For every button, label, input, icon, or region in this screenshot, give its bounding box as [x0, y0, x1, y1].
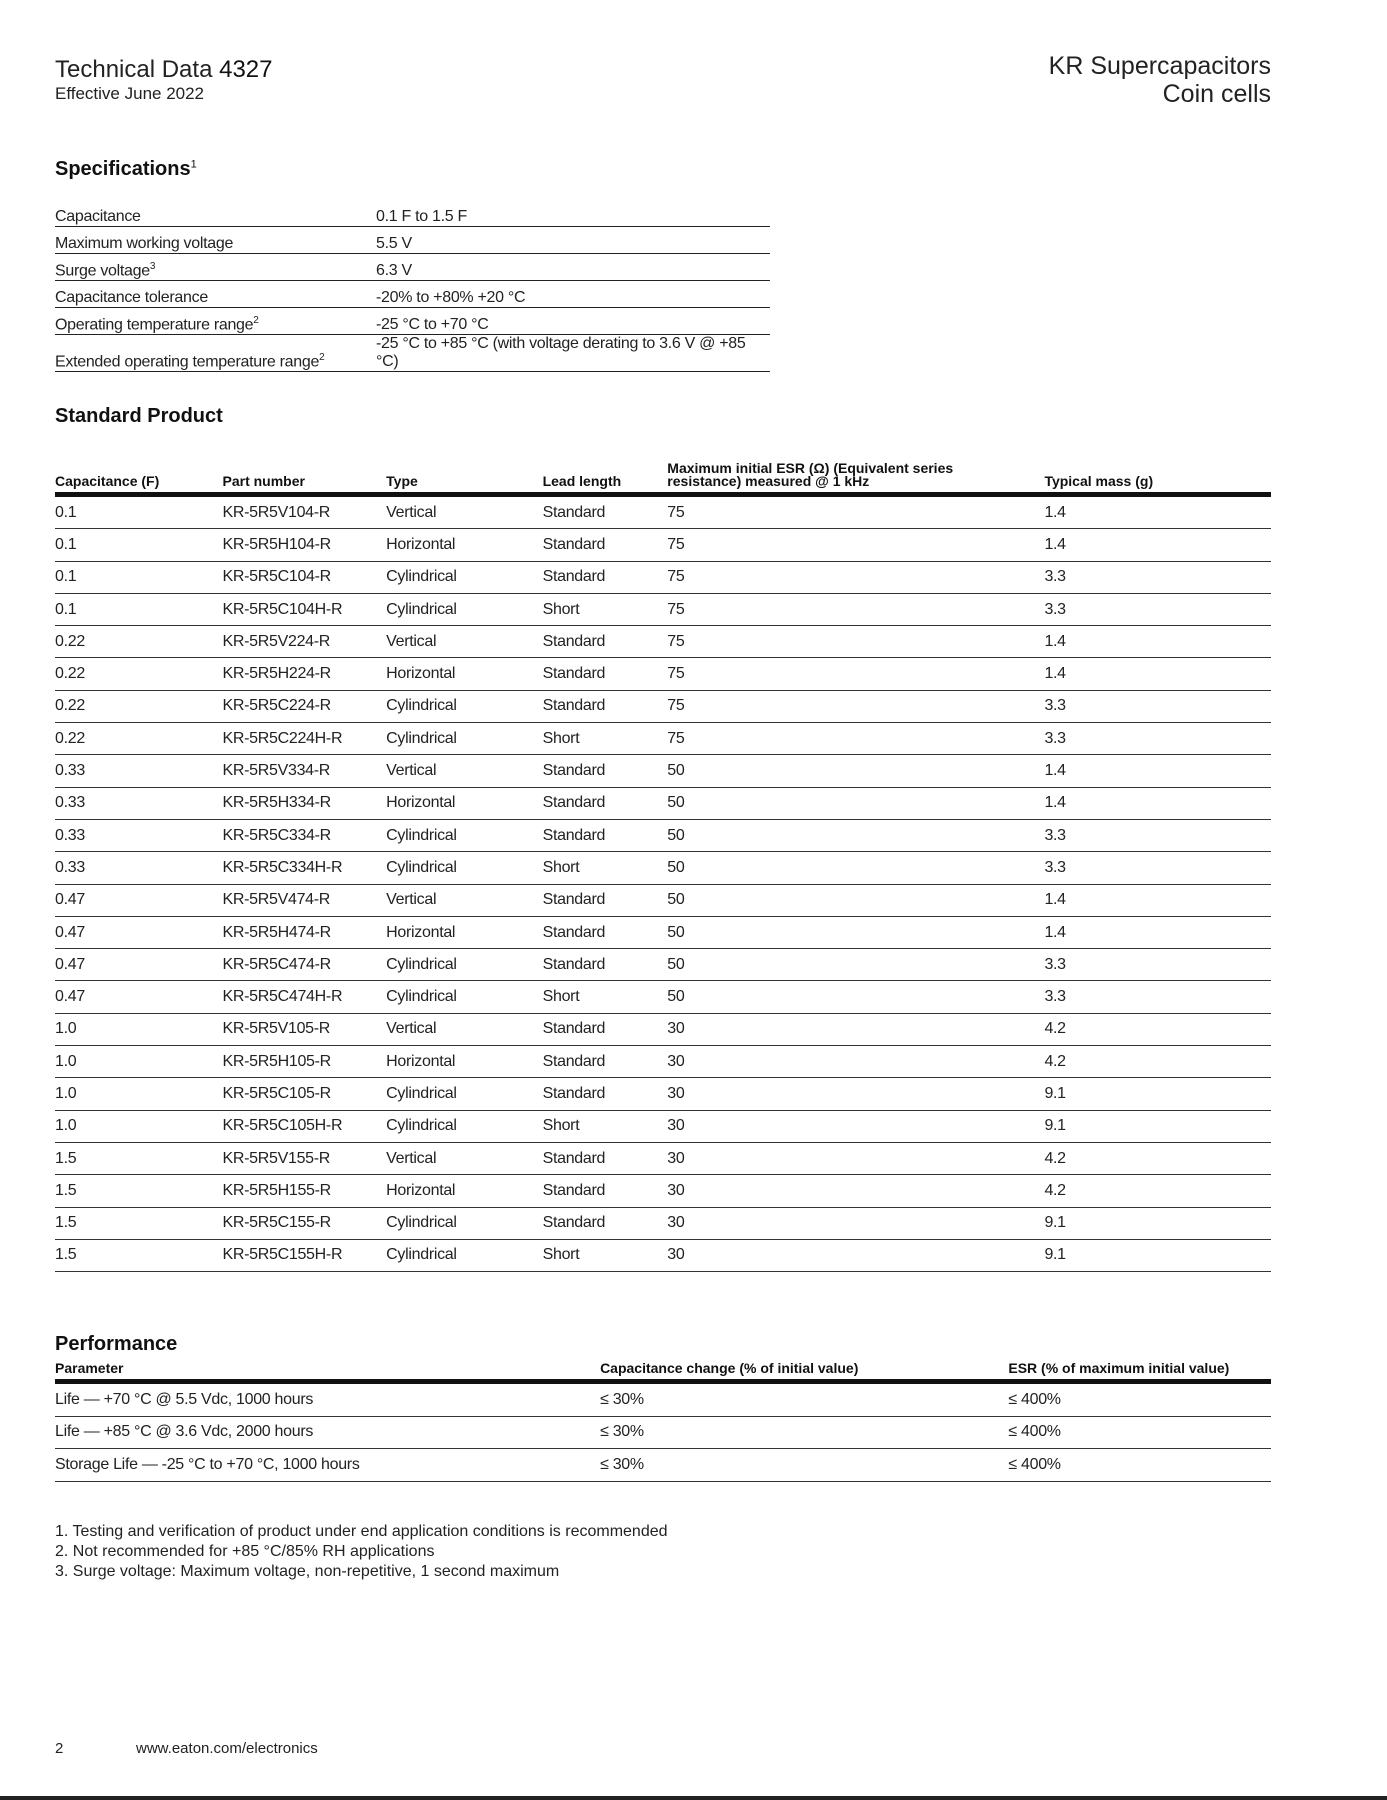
standard-product-heading: Standard Product — [55, 405, 223, 427]
specifications-heading — [55, 158, 197, 181]
mass-cell: 9.1 — [1044, 1239, 1271, 1271]
lead-length-cell: Short — [543, 593, 668, 625]
esr-cell: 30 — [667, 1110, 1044, 1142]
type-cell: Cylindrical — [386, 852, 542, 884]
spec-value: 5.5 V — [376, 227, 770, 254]
footnote-2: 2. Not recommended for +85 °C/85% RH applications — [55, 1543, 435, 1560]
table-row — [55, 981, 1271, 1013]
spec-value: -20% to +80% +20 °C — [376, 281, 770, 308]
type-cell: Horizontal — [386, 529, 542, 561]
type-cell: Horizontal — [386, 1175, 542, 1207]
mass-cell: 1.4 — [1044, 495, 1271, 529]
capacitance-cell: 0.1 — [55, 593, 223, 625]
table-row — [55, 1239, 1271, 1271]
spec-row — [55, 227, 770, 254]
document-title-prefix: Technical Data — [55, 56, 213, 83]
spec-label: Extended operating temperature range — [55, 353, 320, 370]
bottom-rule — [0, 1796, 1387, 1800]
mass-cell: 9.1 — [1044, 1207, 1271, 1239]
capacitance-cell: 1.0 — [55, 1078, 223, 1110]
type-cell: Horizontal — [386, 916, 542, 948]
column-header-lead-length: Lead length — [543, 462, 668, 495]
capacitance-cell: 0.33 — [55, 787, 223, 819]
performance-table — [55, 1362, 1271, 1482]
type-cell: Cylindrical — [386, 1207, 542, 1239]
spec-label-cell — [55, 281, 376, 308]
capacitance-cell: 0.1 — [55, 561, 223, 593]
lead-length-cell: Short — [543, 852, 668, 884]
part-number-cell: KR-5R5V155-R — [223, 1142, 387, 1174]
table-row — [55, 626, 1271, 658]
capacitance-cell: 0.33 — [55, 755, 223, 787]
spec-label-cell — [55, 335, 376, 372]
mass-cell: 1.4 — [1044, 787, 1271, 819]
column-header-parameter: Parameter — [55, 1362, 600, 1382]
spec-label: Surge voltage — [55, 262, 150, 279]
column-header-part-number: Part number — [223, 462, 387, 495]
esr-cell: 50 — [667, 949, 1044, 981]
table-row — [55, 1046, 1271, 1078]
lead-length-cell: Standard — [543, 658, 668, 690]
capacitance-cell: 1.0 — [55, 1013, 223, 1045]
mass-cell: 3.3 — [1044, 561, 1271, 593]
table-row — [55, 884, 1271, 916]
column-header-esr: Maximum initial ESR (Ω) (Equivalent series resistance) measured @ 1 kHz — [667, 462, 1044, 495]
spec-label-cell — [55, 200, 376, 227]
capacitance-cell: 1.5 — [55, 1142, 223, 1174]
part-number-cell: KR-5R5C224-R — [223, 690, 387, 722]
document-header — [55, 56, 272, 104]
table-row — [55, 1013, 1271, 1045]
type-cell: Cylindrical — [386, 819, 542, 851]
document-number: 4327 — [219, 56, 273, 83]
column-header-capacitance-change: Capacitance change (% of initial value) — [600, 1362, 1008, 1382]
table-row — [55, 529, 1271, 561]
esr-cell: 30 — [667, 1013, 1044, 1045]
lead-length-cell: Standard — [543, 690, 668, 722]
type-cell: Cylindrical — [386, 561, 542, 593]
mass-cell: 1.4 — [1044, 529, 1271, 561]
page-number: 2 — [55, 1740, 64, 1757]
mass-cell: 1.4 — [1044, 626, 1271, 658]
part-number-cell: KR-5R5C474H-R — [223, 981, 387, 1013]
spec-value: -25 °C to +85 °C (with voltage derating to 3.6 V @ +85 °C) — [376, 335, 770, 372]
capacitance-cell: 1.0 — [55, 1046, 223, 1078]
website-link[interactable]: www.eaton.com/electronics — [136, 1740, 318, 1757]
effective-date: Effective June 2022 — [55, 84, 205, 103]
spec-footnote-ref: 3 — [149, 260, 156, 272]
table-row — [55, 1078, 1271, 1110]
mass-cell: 3.3 — [1044, 819, 1271, 851]
lead-length-cell: Standard — [543, 755, 668, 787]
table-row — [55, 852, 1271, 884]
column-header-typical-mass: Typical mass (g) — [1044, 462, 1271, 495]
part-number-cell: KR-5R5V104-R — [223, 495, 387, 529]
spec-footnote-ref: 2 — [319, 351, 325, 363]
lead-length-cell: Standard — [543, 561, 668, 593]
table-header-row — [55, 1362, 1271, 1382]
table-header-row — [55, 462, 1271, 495]
table-row — [55, 495, 1271, 529]
document-title — [55, 56, 272, 84]
lead-length-cell: Standard — [543, 949, 668, 981]
specifications-table — [55, 200, 770, 372]
parameter-cell: Life — +70 °C @ 5.5 Vdc, 1000 hours — [55, 1382, 600, 1417]
lead-length-cell: Short — [543, 723, 668, 755]
capacitance-cell: 0.22 — [55, 626, 223, 658]
capacitance-cell: 0.47 — [55, 949, 223, 981]
table-row — [55, 1382, 1271, 1417]
type-cell: Horizontal — [386, 658, 542, 690]
table-row — [55, 1110, 1271, 1142]
part-number-cell: KR-5R5H104-R — [223, 529, 387, 561]
table-row — [55, 690, 1271, 722]
table-row — [55, 1449, 1271, 1482]
mass-cell: 3.3 — [1044, 981, 1271, 1013]
type-cell: Cylindrical — [386, 723, 542, 755]
product-subtitle: Coin cells — [1162, 80, 1271, 108]
type-cell: Cylindrical — [386, 981, 542, 1013]
lead-length-cell: Standard — [543, 916, 668, 948]
esr-cell: 50 — [667, 819, 1044, 851]
type-cell: Horizontal — [386, 787, 542, 819]
capacitance-cell: 0.47 — [55, 884, 223, 916]
specifications-heading-footnote: 1 — [190, 158, 197, 171]
capacitance-cell: 1.5 — [55, 1239, 223, 1271]
mass-cell: 1.4 — [1044, 916, 1271, 948]
spec-label-cell — [55, 308, 376, 335]
capacitance-change-cell: ≤ 30% — [600, 1449, 1008, 1482]
capacitance-cell: 0.47 — [55, 981, 223, 1013]
table-row — [55, 1416, 1271, 1449]
part-number-cell: KR-5R5C155H-R — [223, 1239, 387, 1271]
mass-cell: 4.2 — [1044, 1046, 1271, 1078]
column-header-capacitance: Capacitance (F) — [55, 462, 223, 495]
part-number-cell: KR-5R5C105-R — [223, 1078, 387, 1110]
table-row — [55, 755, 1271, 787]
lead-length-cell: Short — [543, 981, 668, 1013]
table-row — [55, 1175, 1271, 1207]
esr-change-cell: ≤ 400% — [1008, 1382, 1271, 1417]
lead-length-cell: Standard — [543, 787, 668, 819]
capacitance-cell: 0.33 — [55, 819, 223, 851]
spec-label: Capacitance tolerance — [55, 289, 208, 306]
spec-row — [55, 281, 770, 308]
spec-row — [55, 200, 770, 227]
mass-cell: 4.2 — [1044, 1142, 1271, 1174]
capacitance-cell: 0.33 — [55, 852, 223, 884]
mass-cell: 3.3 — [1044, 949, 1271, 981]
spec-label: Capacitance — [55, 208, 141, 225]
part-number-cell: KR-5R5V334-R — [223, 755, 387, 787]
esr-cell: 75 — [667, 561, 1044, 593]
part-number-cell: KR-5R5H105-R — [223, 1046, 387, 1078]
capacitance-cell: 1.5 — [55, 1175, 223, 1207]
standard-product-table — [55, 462, 1271, 1272]
product-title: KR Supercapacitors — [1048, 52, 1271, 80]
part-number-cell: KR-5R5V474-R — [223, 884, 387, 916]
spec-label-cell — [55, 227, 376, 254]
part-number-cell: KR-5R5C155-R — [223, 1207, 387, 1239]
lead-length-cell: Standard — [543, 1078, 668, 1110]
lead-length-cell: Standard — [543, 529, 668, 561]
part-number-cell: KR-5R5H224-R — [223, 658, 387, 690]
part-number-cell: KR-5R5C104-R — [223, 561, 387, 593]
esr-cell: 50 — [667, 981, 1044, 1013]
esr-cell: 75 — [667, 593, 1044, 625]
part-number-cell: KR-5R5V224-R — [223, 626, 387, 658]
capacitance-change-cell: ≤ 30% — [600, 1416, 1008, 1449]
spec-row — [55, 335, 770, 372]
lead-length-cell: Standard — [543, 1207, 668, 1239]
product-header — [1049, 52, 1271, 108]
mass-cell: 9.1 — [1044, 1110, 1271, 1142]
esr-cell: 50 — [667, 755, 1044, 787]
footnote-1: 1. Testing and verification of product under end application conditions is recommended — [55, 1523, 668, 1540]
table-row — [55, 949, 1271, 981]
esr-cell: 30 — [667, 1239, 1044, 1271]
type-cell: Vertical — [386, 1142, 542, 1174]
parameter-cell: Life — +85 °C @ 3.6 Vdc, 2000 hours — [55, 1416, 600, 1449]
part-number-cell: KR-5R5C105H-R — [223, 1110, 387, 1142]
spec-label: Operating temperature range — [55, 316, 254, 333]
capacitance-cell: 1.0 — [55, 1110, 223, 1142]
lead-length-cell: Standard — [543, 626, 668, 658]
mass-cell: 3.3 — [1044, 852, 1271, 884]
part-number-cell: KR-5R5H474-R — [223, 916, 387, 948]
type-cell: Cylindrical — [386, 1239, 542, 1271]
mass-cell: 9.1 — [1044, 1078, 1271, 1110]
lead-length-cell: Standard — [543, 1142, 668, 1174]
lead-length-cell: Short — [543, 1110, 668, 1142]
mass-cell: 4.2 — [1044, 1013, 1271, 1045]
lead-length-cell: Short — [543, 1239, 668, 1271]
type-cell: Cylindrical — [386, 1078, 542, 1110]
spec-value: 6.3 V — [376, 254, 770, 281]
part-number-cell: KR-5R5V105-R — [223, 1013, 387, 1045]
type-cell: Vertical — [386, 1013, 542, 1045]
table-row — [55, 787, 1271, 819]
mass-cell: 3.3 — [1044, 593, 1271, 625]
esr-cell: 75 — [667, 626, 1044, 658]
capacitance-cell: 0.22 — [55, 658, 223, 690]
lead-length-cell: Standard — [543, 495, 668, 529]
mass-cell: 3.3 — [1044, 690, 1271, 722]
esr-cell: 30 — [667, 1046, 1044, 1078]
parameter-cell: Storage Life — -25 °C to +70 °C, 1000 hours — [55, 1449, 600, 1482]
table-row — [55, 916, 1271, 948]
esr-cell: 75 — [667, 658, 1044, 690]
part-number-cell: KR-5R5H334-R — [223, 787, 387, 819]
spec-label-cell — [55, 254, 376, 281]
lead-length-cell: Standard — [543, 1013, 668, 1045]
type-cell: Vertical — [386, 884, 542, 916]
spec-label: Maximum working voltage — [55, 235, 234, 252]
capacitance-cell: 1.5 — [55, 1207, 223, 1239]
table-row — [55, 1207, 1271, 1239]
esr-cell: 30 — [667, 1142, 1044, 1174]
table-row — [55, 561, 1271, 593]
lead-length-cell: Standard — [543, 1046, 668, 1078]
table-row — [55, 723, 1271, 755]
spec-row — [55, 254, 770, 281]
part-number-cell: KR-5R5C334-R — [223, 819, 387, 851]
mass-cell: 3.3 — [1044, 723, 1271, 755]
mass-cell: 1.4 — [1044, 658, 1271, 690]
type-cell: Vertical — [386, 755, 542, 787]
capacitance-change-cell: ≤ 30% — [600, 1382, 1008, 1417]
type-cell: Vertical — [386, 495, 542, 529]
esr-cell: 30 — [667, 1078, 1044, 1110]
spec-row — [55, 308, 770, 335]
capacitance-cell: 0.1 — [55, 529, 223, 561]
mass-cell: 4.2 — [1044, 1175, 1271, 1207]
table-row — [55, 819, 1271, 851]
table-row — [55, 593, 1271, 625]
esr-cell: 75 — [667, 690, 1044, 722]
esr-change-cell: ≤ 400% — [1008, 1416, 1271, 1449]
table-row — [55, 658, 1271, 690]
mass-cell: 1.4 — [1044, 884, 1271, 916]
part-number-cell: KR-5R5C474-R — [223, 949, 387, 981]
type-cell: Cylindrical — [386, 949, 542, 981]
esr-cell: 75 — [667, 529, 1044, 561]
esr-cell: 75 — [667, 495, 1044, 529]
column-header-esr-change: ESR (% of maximum initial value) — [1008, 1362, 1271, 1382]
type-cell: Cylindrical — [386, 1110, 542, 1142]
capacitance-cell: 0.22 — [55, 690, 223, 722]
type-cell: Horizontal — [386, 1046, 542, 1078]
table-row — [55, 1142, 1271, 1174]
capacitance-cell: 0.22 — [55, 723, 223, 755]
esr-cell: 50 — [667, 787, 1044, 819]
esr-cell: 50 — [667, 884, 1044, 916]
esr-cell: 30 — [667, 1207, 1044, 1239]
esr-cell: 30 — [667, 1175, 1044, 1207]
type-cell: Vertical — [386, 626, 542, 658]
footnotes — [55, 1522, 668, 1582]
lead-length-cell: Standard — [543, 884, 668, 916]
esr-cell: 50 — [667, 916, 1044, 948]
part-number-cell: KR-5R5C224H-R — [223, 723, 387, 755]
lead-length-cell: Standard — [543, 1175, 668, 1207]
esr-change-cell: ≤ 400% — [1008, 1449, 1271, 1482]
specifications-heading-text: Specifications — [55, 158, 191, 180]
spec-value: -25 °C to +70 °C — [376, 308, 770, 335]
capacitance-cell: 0.1 — [55, 495, 223, 529]
capacitance-cell: 0.47 — [55, 916, 223, 948]
part-number-cell: KR-5R5C104H-R — [223, 593, 387, 625]
spec-value: 0.1 F to 1.5 F — [376, 200, 770, 227]
part-number-cell: KR-5R5C334H-R — [223, 852, 387, 884]
part-number-cell: KR-5R5H155-R — [223, 1175, 387, 1207]
spec-footnote-ref: 2 — [253, 314, 259, 326]
esr-cell: 50 — [667, 852, 1044, 884]
mass-cell: 1.4 — [1044, 755, 1271, 787]
footnote-3: 3. Surge voltage: Maximum voltage, non-repetitive, 1 second maximum — [55, 1563, 560, 1580]
lead-length-cell: Standard — [543, 819, 668, 851]
type-cell: Cylindrical — [386, 690, 542, 722]
esr-cell: 75 — [667, 723, 1044, 755]
column-header-type: Type — [386, 462, 542, 495]
type-cell: Cylindrical — [386, 593, 542, 625]
performance-heading: Performance — [55, 1333, 178, 1355]
